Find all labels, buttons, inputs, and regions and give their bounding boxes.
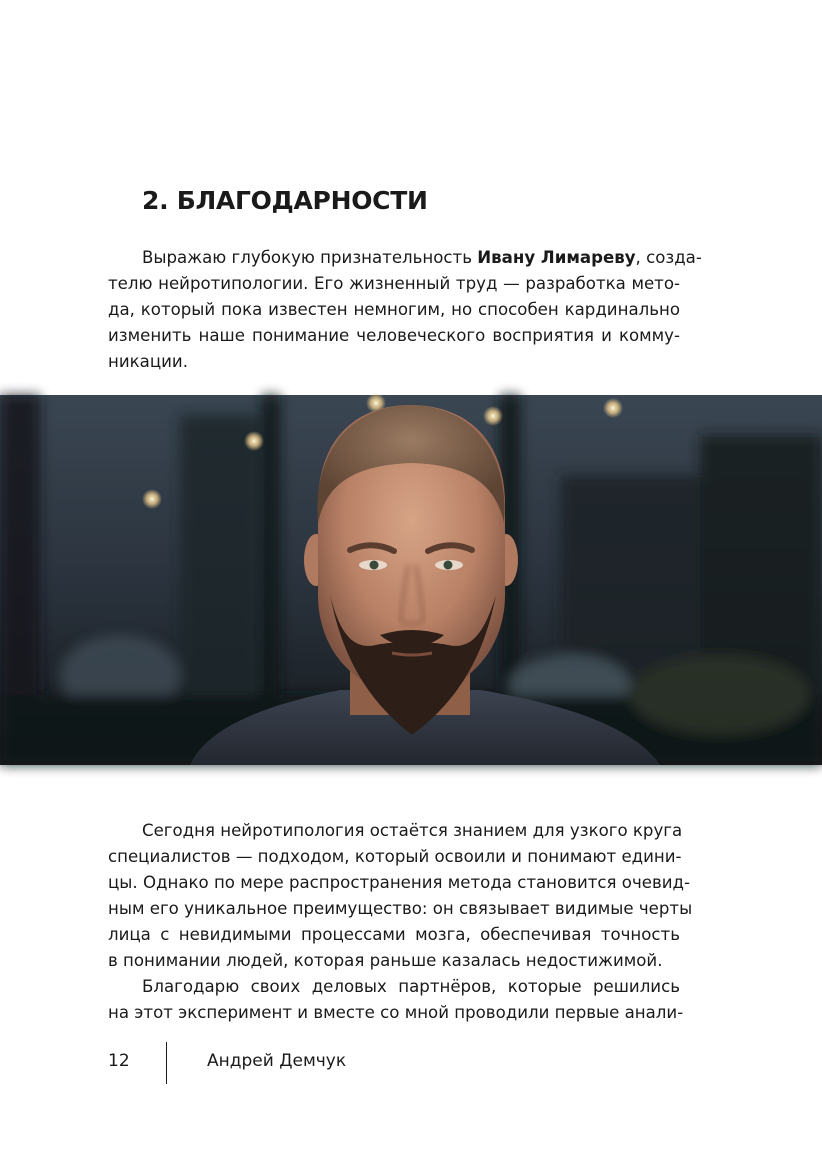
page-number: 12 [108,1051,130,1071]
portrait-photo [0,395,822,765]
text-line: ным его уникальное преимущество: он связывает видимые черты [108,899,693,918]
text-line: лица с невидимыми процессами мозга, обеспечивая точность [108,925,680,944]
text-line: Благодарю своих деловых партнёров, которые решились [142,977,680,996]
text-line: изменить наше понимание человеческого восприятия и комму- [108,326,680,345]
text-line: телю нейротипологии. Его жизненный труд — разработка мето- [108,274,680,293]
section-heading: 2. БЛАГОДАРНОСТИ [142,186,428,215]
text-line [142,246,702,270]
text-line: Сегодня нейротипология остаётся знанием для узкого круга [142,821,683,840]
text-line: да, который пока известен немногим, но способен кардинально [108,300,680,319]
text-fragment: Выражаю глубокую признательность [142,248,478,267]
text-fragment: , созда- [635,248,702,267]
text-line: в понимании людей, которая раньше казалась недостижимой. [108,951,663,970]
text-line: на этот эксперимент и вместе со мной проводили первые анали- [108,1003,684,1022]
text-line: специалистов — подходом, который освоили и понимают едини- [108,847,682,866]
footer-divider [166,1042,167,1084]
text-line: никации. [108,352,188,371]
text-line: цы. Однако по мере распространения метода становится очевид- [108,873,690,892]
highlighted-name: Ивану Лимареву [477,248,636,267]
author-name: Андрей Демчук [207,1051,347,1071]
